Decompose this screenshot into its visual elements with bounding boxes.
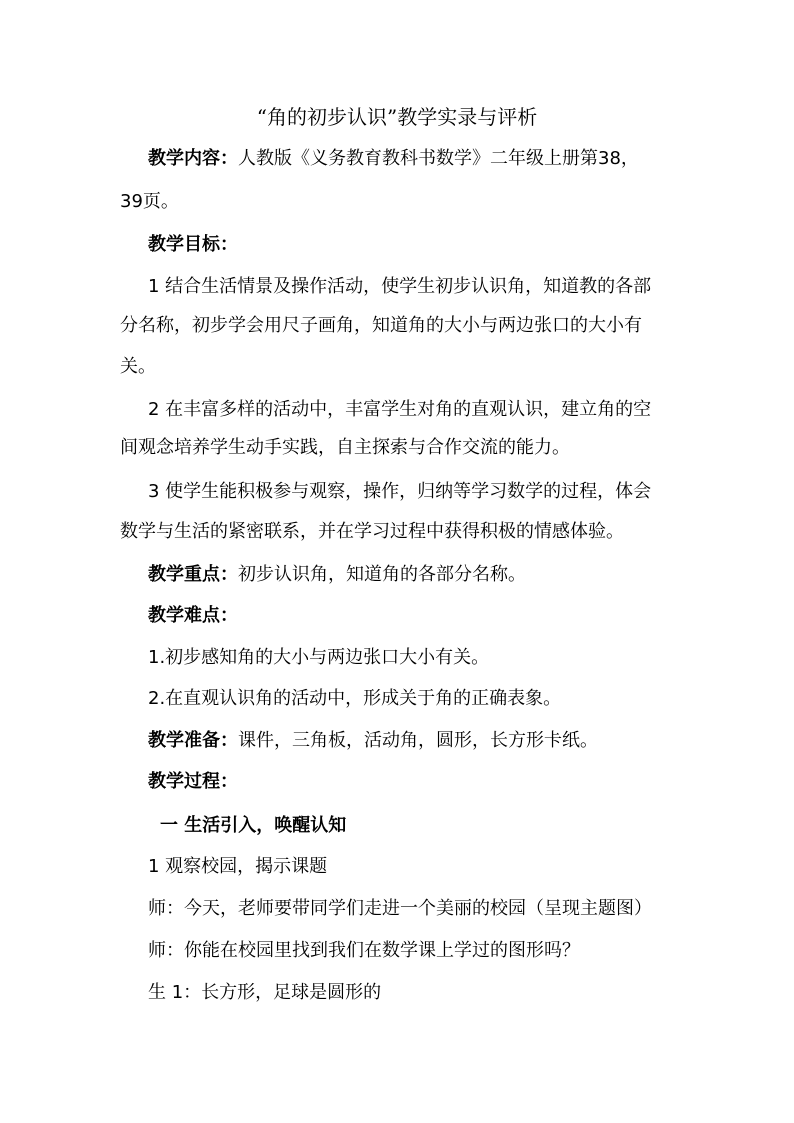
process-section-1: 一 生活引入，唤醒认知 bbox=[160, 815, 347, 836]
dialog-line-2: 师：你能在校园里找到我们在数学课上学过的图形吗？ bbox=[148, 940, 580, 961]
content-text-2: 39页。 bbox=[120, 191, 179, 212]
key-point-text: 初步认识角，知道角的各部分名称。 bbox=[238, 564, 526, 585]
content-line-1 bbox=[148, 144, 639, 174]
process-label: 教学过程： bbox=[148, 771, 238, 792]
objective-3-line-1: 3 使学生能积极参与观察，操作，归纳等学习数学的过程，体会 bbox=[148, 481, 652, 502]
preparation-line bbox=[148, 726, 598, 756]
key-point-line bbox=[148, 560, 526, 590]
key-point-label: 教学重点： bbox=[148, 564, 238, 585]
difficulty-label: 教学难点： bbox=[148, 605, 238, 626]
preparation-text: 课件，三角板，活动角，圆形，长方形卡纸。 bbox=[238, 730, 598, 751]
dialog-line-1: 师：今天，老师要带同学们走进一个美丽的校园（呈现主题图） bbox=[148, 898, 652, 919]
content-label: 教学内容： bbox=[148, 148, 238, 169]
content-text-1: 人教版《义务教育教科书数学》二年级上册第38， bbox=[238, 148, 639, 169]
process-step-1: 1 观察校园，揭示课题 bbox=[148, 856, 328, 877]
objective-3-line-2: 数学与生活的紧密联系，并在学习过程中获得积极的情感体验。 bbox=[120, 521, 624, 542]
difficulty-item-1: 1.初步感知角的大小与两边张口大小有关。 bbox=[148, 647, 490, 668]
objective-2-line-2: 间观念培养学生动手实践，自主探索与合作交流的能力。 bbox=[120, 437, 570, 458]
objective-1-line-2: 分名称，初步学会用尺子画角，知道角的大小与两边张口的大小有 bbox=[120, 315, 642, 336]
objective-1-line-1: 1 结合生活情景及操作活动，使学生初步认识角，知道教的各部 bbox=[148, 276, 652, 297]
difficulty-item-2: 2.在直观认识角的活动中，形成关于角的正确表象。 bbox=[148, 688, 562, 709]
dialog-line-3: 生 1：长方形，足球是圆形的 bbox=[148, 982, 382, 1003]
objective-1-line-3: 关。 bbox=[120, 356, 156, 377]
document-title: “角的初步认识”教学实录与评析 bbox=[256, 105, 538, 129]
objectives-label: 教学目标： bbox=[148, 234, 238, 255]
preparation-label: 教学准备： bbox=[148, 730, 238, 751]
objective-2-line-1: 2 在丰富多样的活动中，丰富学生对角的直观认识，建立角的空 bbox=[148, 399, 652, 420]
